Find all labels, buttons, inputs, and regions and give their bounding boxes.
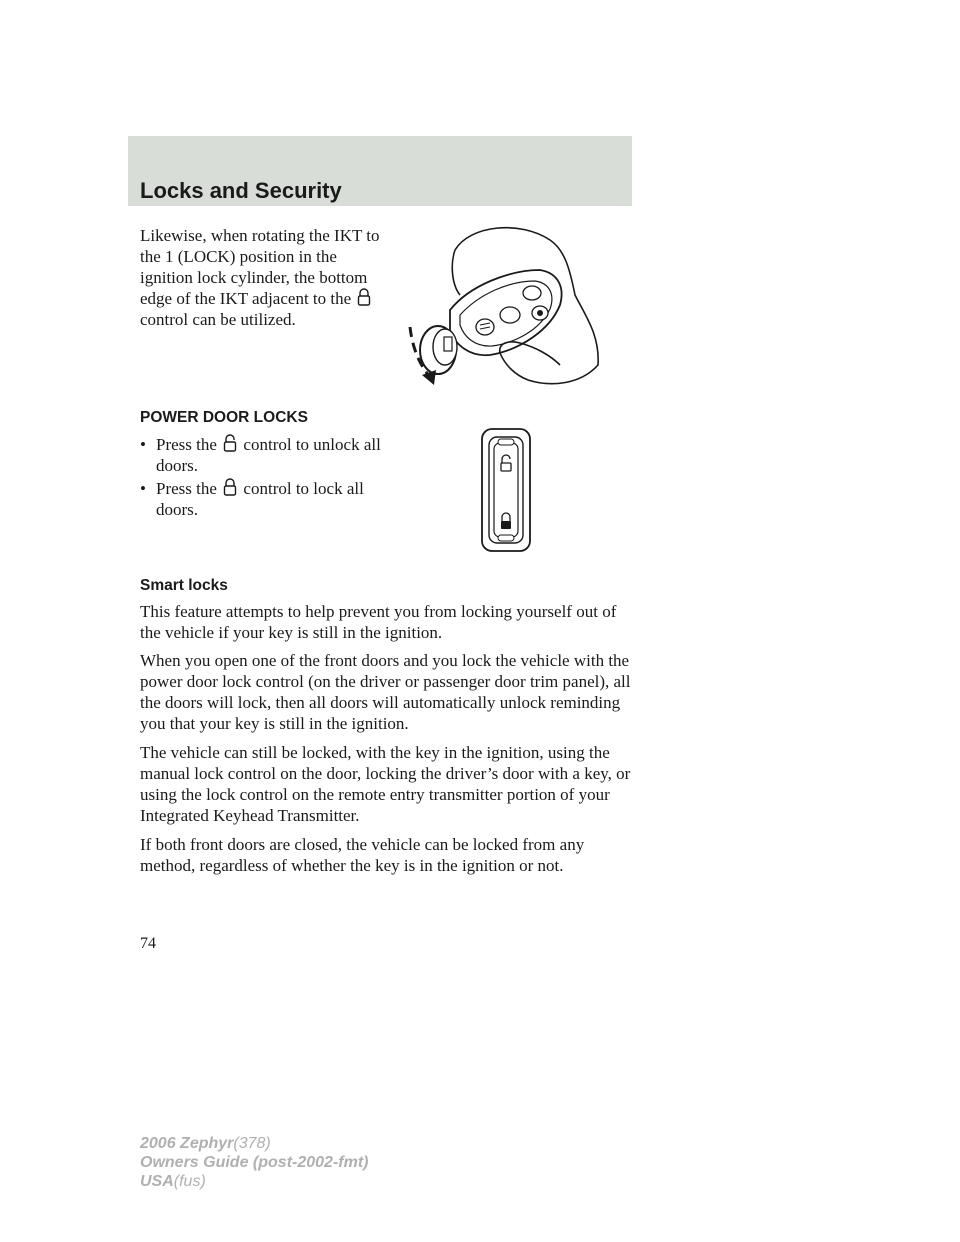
lock-icon	[357, 288, 371, 306]
smart-locks-paragraph-2: When you open one of the front doors and you lock the vehicle with the power door lock control (on the driver or passenger door trim panel), all the doors will lock, then all doors will automatically unlock reminding you that your key is still in the ignition.	[140, 651, 631, 733]
footer-model: 2006 Zephyr	[140, 1135, 234, 1152]
bullet-unlock	[140, 434, 400, 476]
intro-text: Likewise, when rotating the IKT to the 1 (LOCK) position in the ignition lock cylinder, the bottom edge of the IKT adjacent to the	[140, 226, 380, 308]
footer-market: USA	[140, 1173, 174, 1190]
smart-locks-paragraph-3: The vehicle can still be locked, with the key in the ignition, using the manual lock control on the door, locking the driver’s door with a key, or using the lock control on the remote entry transmitter portion of your Integrated Keyhead Transmitter.	[140, 743, 631, 825]
power-door-locks-heading: POWER DOOR LOCKS	[140, 409, 308, 426]
intro-paragraph	[140, 225, 390, 330]
lock-icon	[223, 478, 237, 496]
bullet-dot: •	[140, 435, 146, 454]
smart-locks-paragraph-4: If both front doors are closed, the vehicle can be locked from any method, regardless of whether the key is in the ignition or not.	[140, 835, 585, 875]
key-fob-illustration	[400, 215, 605, 390]
intro-text-end: control can be utilized.	[140, 310, 296, 329]
footer-line-market	[140, 1172, 368, 1191]
footer-line-model	[140, 1134, 368, 1153]
unlock-icon	[223, 434, 237, 452]
page-number: 74	[140, 935, 156, 952]
section-title: Locks and Security	[140, 178, 342, 203]
footer	[140, 1134, 368, 1191]
bullet-prefix: Press the	[156, 435, 217, 454]
bullet-text	[156, 434, 400, 476]
bullet-prefix: Press the	[156, 479, 217, 498]
smart-locks-paragraph-1: This feature attempts to help prevent you from locking yourself out of the vehicle if your key is still in the ignition.	[140, 602, 617, 642]
door-lock-switch-illustration	[476, 425, 536, 555]
smart-locks-heading: Smart locks	[140, 577, 228, 594]
footer-guide: Owners Guide (post-2002-fmt)	[140, 1154, 369, 1171]
bullet-text	[156, 478, 400, 520]
bullet-suffix: control to unlock all doors.	[156, 435, 381, 475]
footer-market-code: (fus)	[173, 1173, 206, 1190]
bullet-suffix: control to lock all doors.	[156, 479, 364, 519]
bullet-dot: •	[140, 479, 146, 498]
bullet-lock	[140, 478, 400, 520]
footer-model-code: (378)	[233, 1135, 271, 1152]
